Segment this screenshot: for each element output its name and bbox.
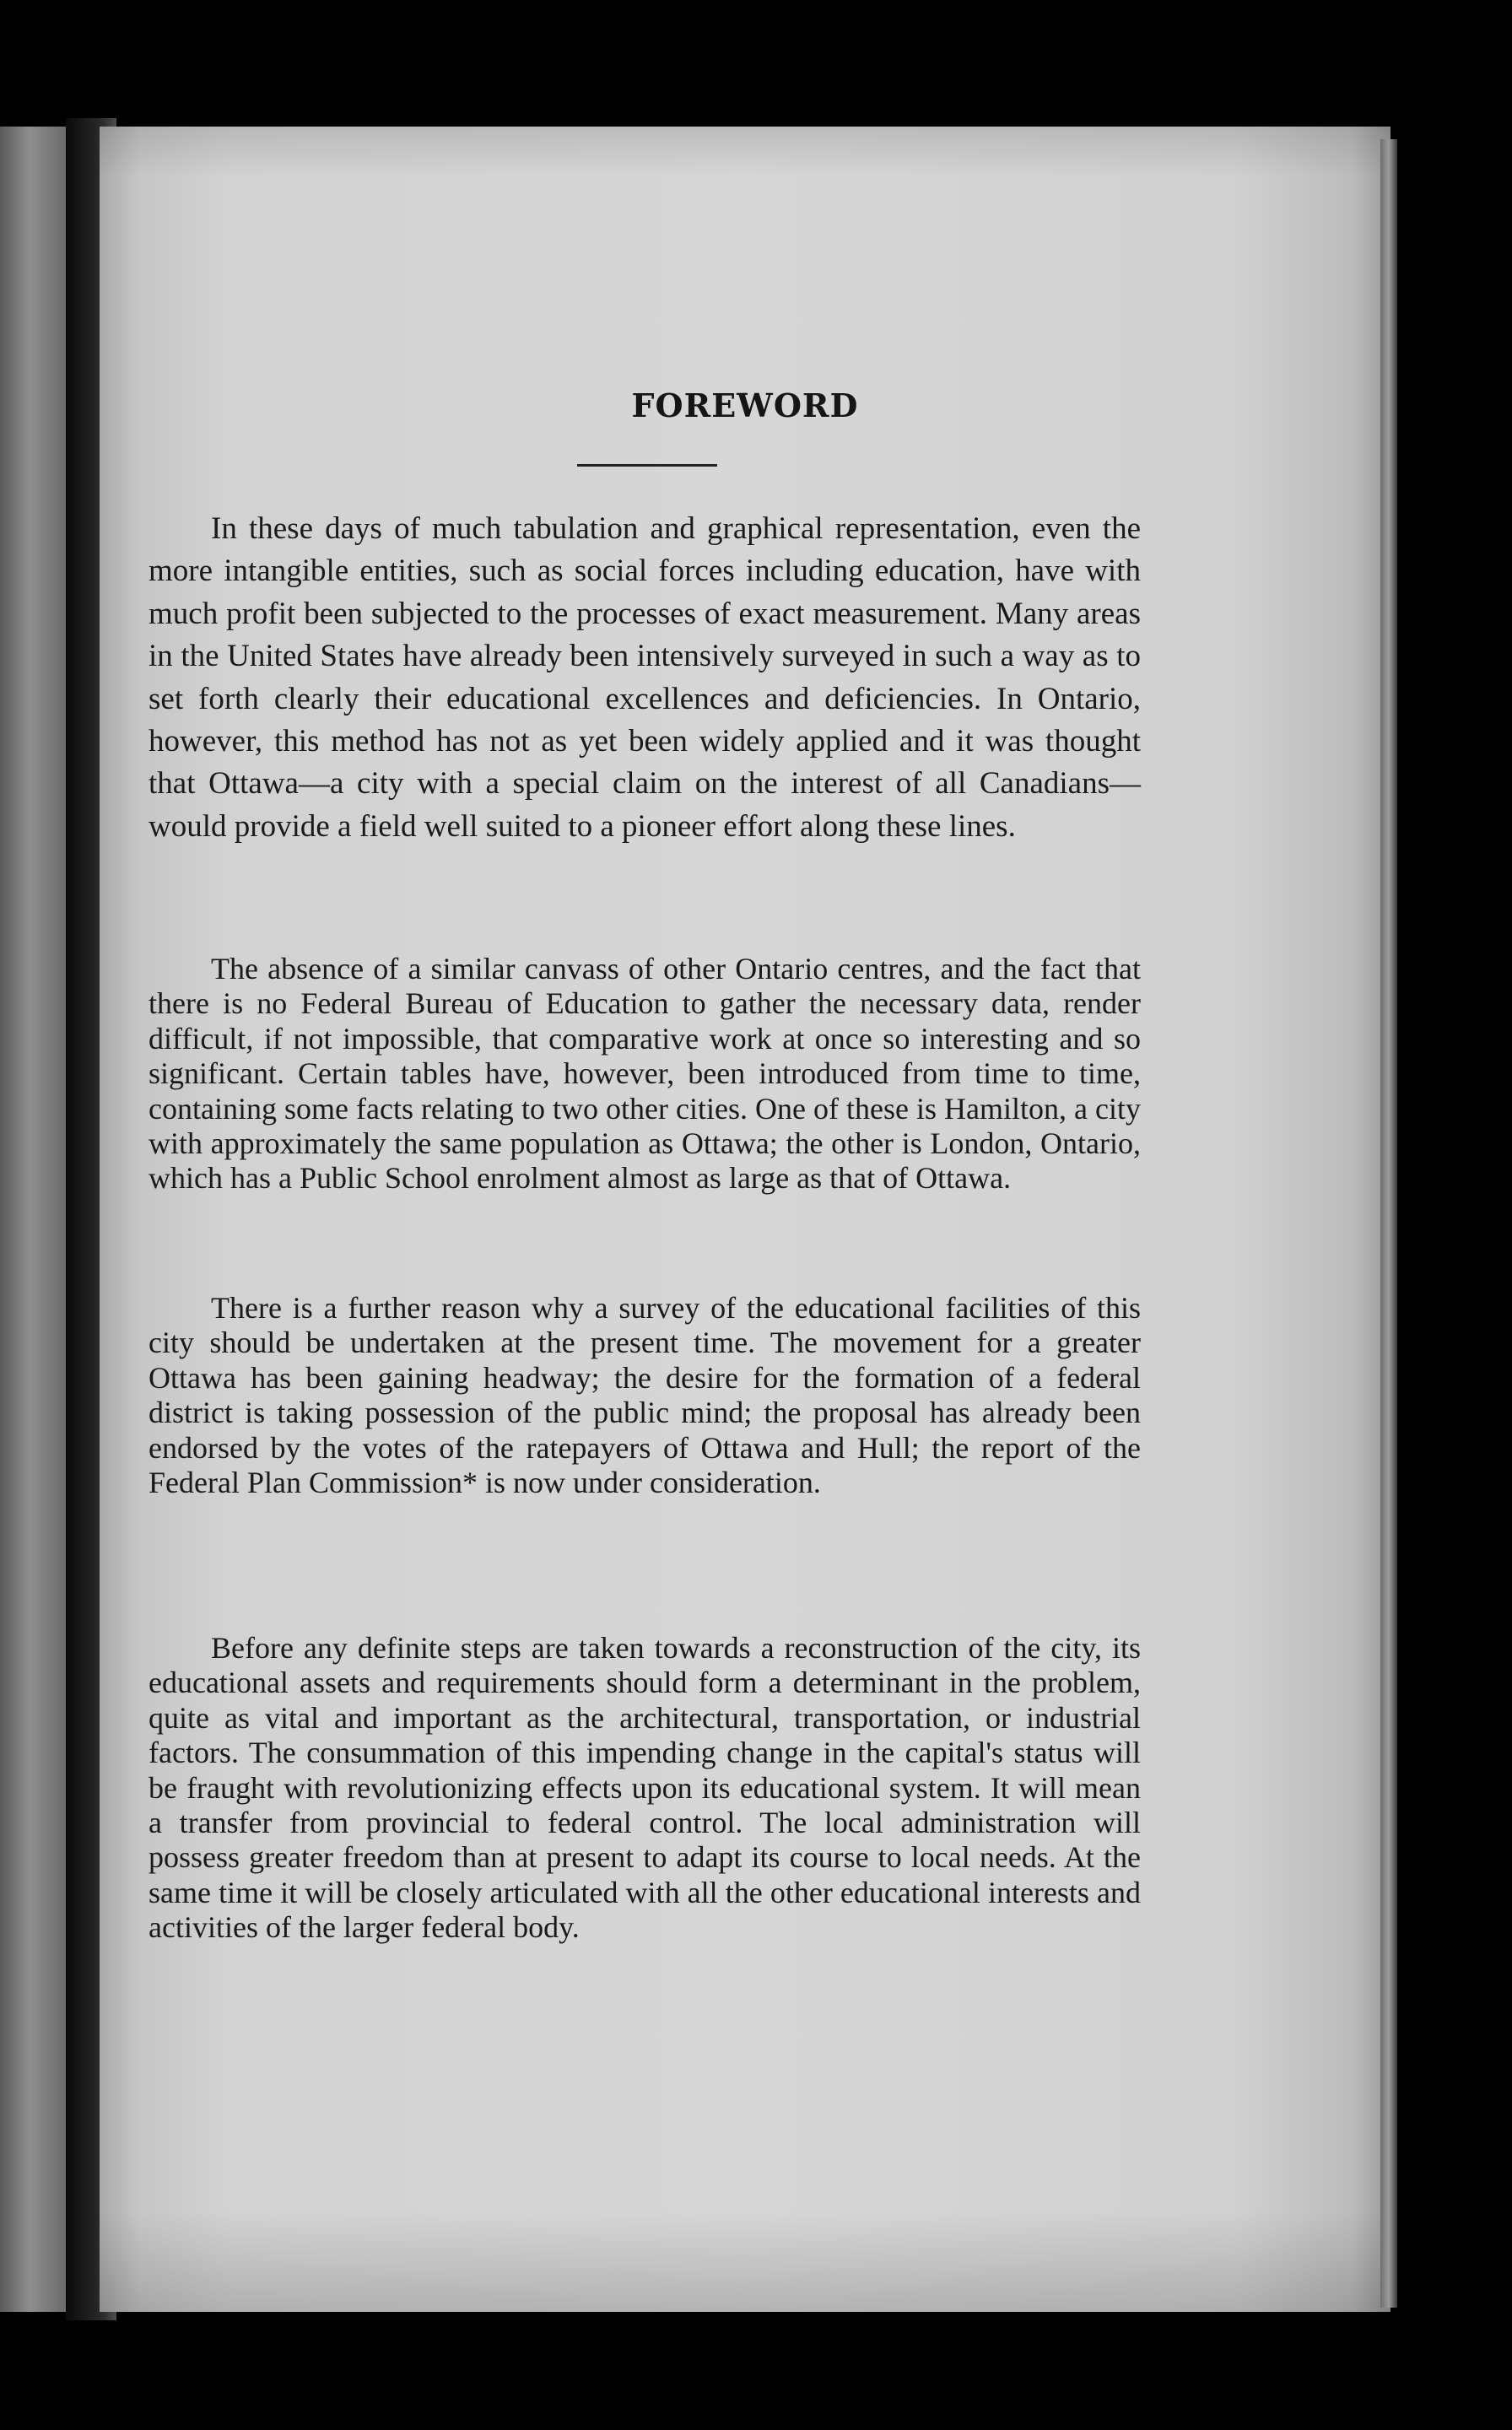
page-shadow-bottom bbox=[100, 2211, 1390, 2312]
body-paragraph: Before any definite steps are taken towards a reconstruction of the city, its educational assets and requirements should form a determinant in the problem, quite as vital and important as the architectural, transportation, or industrial factors. The consummation of this impending change in the capital's status will be fraught with revolutionizing effects upon its educational system. It will mean a transfer from provincial to federal control. The local administration will possess greater freedom than at present to adapt its course to local needs. At the same time it will be closely articulated with all the other educational interests and activities of the larger federal body. bbox=[148, 1631, 1141, 1945]
body-paragraph: The absence of a similar canvass of other Ontario centres, and the fact that there is no Federal Bureau of Education to gather the necessary data, render difficult, if not impossible, that comparative work at once so interesting and so significant. Certain tables have, however, been introduced from time to time, containing some facts relating to two other cities. One of these is Hamilton, a city with approximately the same population as Ottawa; the other is London, Ontario, which has a Public School enrolment almost as large as that of Ottawa. bbox=[148, 952, 1141, 1196]
body-paragraph: There is a further reason why a survey of the educational facilities of this city should be undertaken at the present time. The movement for a greater Ottawa has been gaining headway; the desire for the formation of a federal district is taking possession of the public mind; the proposal has already been endorsed by the votes of the ratepayers of Ottawa and Hull; the report of the Federal Plan Commission* is now under consideration. bbox=[148, 1291, 1141, 1500]
page-heading: FOREWORD bbox=[631, 386, 859, 424]
page-shadow-top bbox=[100, 127, 1390, 177]
page-fore-edge bbox=[1380, 139, 1397, 2308]
heading-rule bbox=[577, 464, 717, 467]
book-page bbox=[100, 127, 1390, 2312]
previous-page-edge bbox=[0, 127, 66, 2312]
body-paragraph: In these days of much tabulation and graphical representation, even the more intangible entities, such as social forces including education, have with much profit been subjected to the processes of exact measurement. Many areas in the United States have already been intensively surveyed in such a way as to set forth clearly their educational excellences and deficiencies. In Ontario, however, this method has not as yet been widely applied and it was thought that Ottawa—a city with a special claim on the interest of all Canadians—would provide a field well suited to a pioneer effort along these lines. bbox=[148, 511, 1141, 844]
